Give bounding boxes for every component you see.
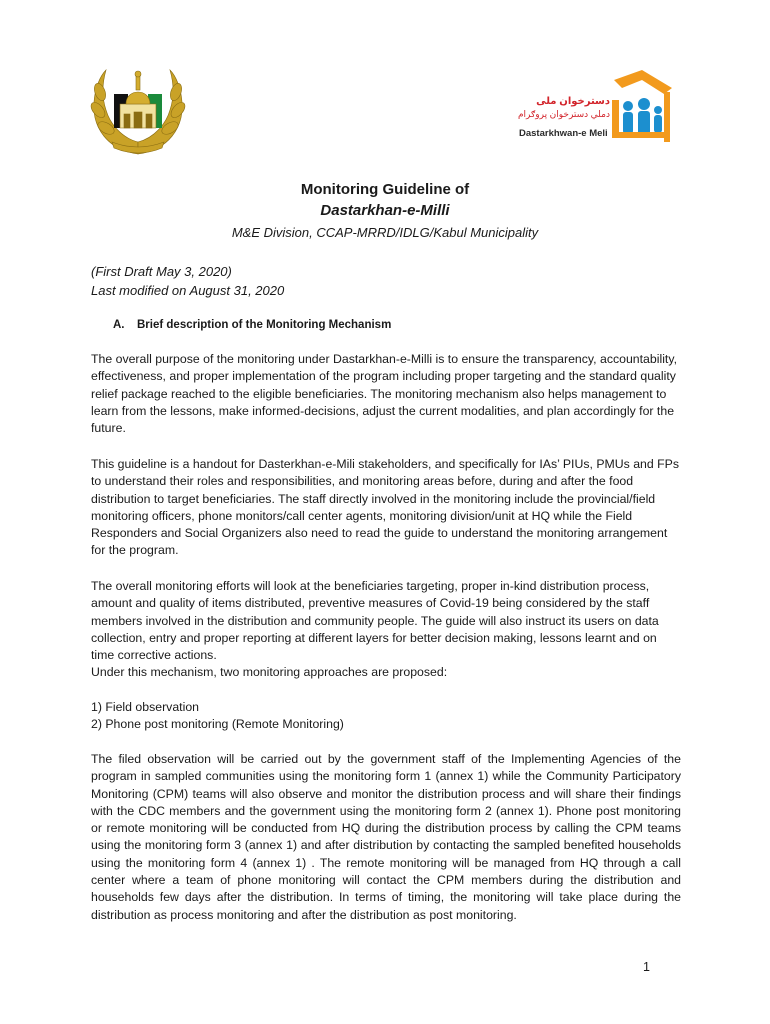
logo-arabic-line1: دسترخوان ملی (536, 96, 610, 107)
dastarkhwan-logo (514, 70, 672, 150)
paragraph-text: Under this mechanism, two monitoring approaches are proposed: (91, 665, 448, 680)
logo-arabic-line2: دملي دسترخوان پروګرام (517, 109, 610, 119)
draft-info (91, 262, 284, 300)
section-title: Brief description of the Monitoring Mechanism (137, 319, 392, 331)
document-title: Monitoring Guideline of (300, 181, 470, 198)
document-subtitle: Dastarkhan-e-Milli (320, 202, 450, 219)
list-item: 2) Phone post monitoring (Remote Monitoring) (91, 717, 344, 732)
paragraph-handout (91, 456, 681, 560)
page-number: 1 (643, 960, 650, 974)
section-heading (113, 319, 391, 331)
paragraph-text: The overall purpose of the monitoring under Dastarkhan-e-Milli is to ensure the transparency, accountability, effectiveness, and proper implementation of the program including proper targeting and the standard quality relief package reached to the eligible beneficiaries. The monitoring mechanism also helps management to learn from the lessons, make informed-decisions, adjust the current modalities, and plan accordingly for the future. (91, 352, 677, 436)
paragraph-text: The filed observation will be carried out by the government staff of the Implementing Agencies of the program in sampled communities using the monitoring form 1 (annex 1) while the Community Participatory Monitoring (CPM) teams will also observe and monitor the distribution process and will share their findings with the CDC members and the government using the monitoring form 2 (annex 1). Phone post monitoring or remote monitoring will be conducted from HQ during the distribution process by calling the CPM teams using the monitoring form 3 (annex 1) and after distribution by contacting the sampled benefited households using the monitoring form 4 (annex 1) . The remote monitoring will be managed from HQ through a call center where a team of phone monitoring will contact the CPM members during the distribution and households few days after the distribution. In terms of timing, the monitoring will take place during the distribution as process monitoring and after the distribution as post monitoring. (91, 752, 681, 922)
paragraph-efforts (91, 578, 681, 682)
paragraph-purpose (91, 351, 681, 437)
division-line: M&E Division, CCAP-MRRD/IDLG/Kabul Municipality (231, 225, 539, 240)
paragraph-observation (91, 751, 681, 924)
last-modified-date: Last modified on August 31, 2020 (91, 283, 285, 298)
approaches-list (91, 699, 681, 734)
logo-latin-text: Dastarkhwan-e Meli (519, 128, 608, 139)
afghanistan-emblem-icon (86, 58, 190, 158)
paragraph-text: This guideline is a handout for Dasterkhan-e-Mili stakeholders, and specifically for IAs’ PIUs, PMUs and FPs to understand their roles and responsibilities, and monitoring areas before, during and after the food distribution to target beneficiaries. The staff directly involved in the monitoring include the provincial/field monitoring officers, phone monitors/call center agents, monitoring division/unit at HQ while the Field Responders and Social Organizers also need to read the guide to understand the monitoring arrangement for the program. (91, 457, 679, 558)
paragraph-text: The overall monitoring efforts will look at the beneficiaries targeting, proper in-kind distribution process, amount and quality of items distributed, preventive measures of Covid-19 being considered by the staff members involved in the distribution and community people. The guide will also instruct its users on data collection, entry and proper reporting at different layers for better decision making, lessons learnt and on time corrective actions. (91, 579, 659, 663)
first-draft-date: (First Draft May 3, 2020) (91, 264, 232, 279)
list-item: 1) Field observation (91, 700, 199, 714)
section-letter: A. (113, 319, 125, 331)
